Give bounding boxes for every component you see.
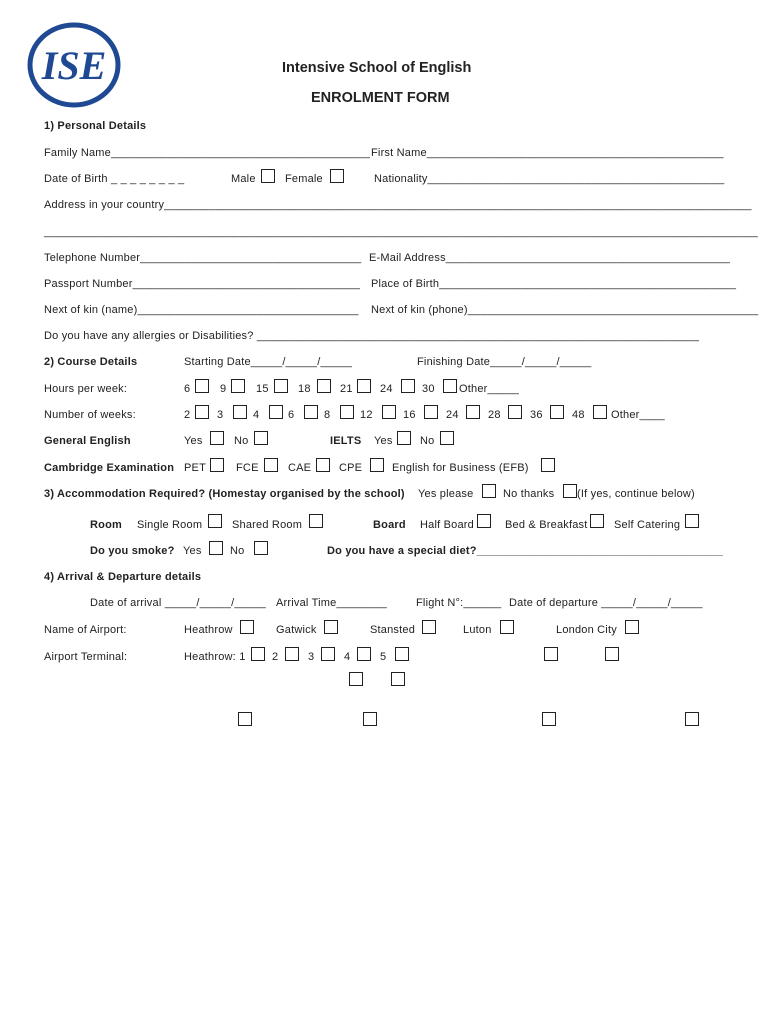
extra-checkbox[interactable] (605, 647, 619, 661)
weeks-option-label: 28 (488, 409, 501, 421)
special-diet-field[interactable]: Do you have a special diet?_______________________________________ (327, 545, 724, 557)
school-title: Intensive School of English (282, 60, 472, 76)
accommodation-yes-checkbox[interactable] (482, 484, 496, 498)
heathrow-label: Heathrow (184, 624, 233, 636)
hours-option-label: 21 (340, 383, 353, 395)
fce-label: FCE (236, 462, 259, 474)
kin-name-field[interactable]: Next of kin (name)___________________________________ (44, 304, 359, 316)
hours-option-label: 9 (220, 383, 227, 395)
weeks-option-label: 16 (403, 409, 416, 421)
gatwick-checkbox[interactable] (324, 620, 338, 634)
flight-number-field[interactable]: Flight N°:______ (416, 597, 502, 609)
ielts-label: IELTS (330, 435, 362, 447)
single-room-checkbox[interactable] (208, 514, 222, 528)
self-catering-checkbox[interactable] (685, 514, 699, 528)
general-no-checkbox[interactable] (254, 431, 268, 445)
cpe-checkbox[interactable] (370, 458, 384, 472)
general-yes-label: Yes (184, 435, 203, 447)
weeks-option-label: 24 (446, 409, 459, 421)
london-city-checkbox[interactable] (625, 620, 639, 634)
weeks-option-label: 6 (288, 409, 295, 421)
smoke-label: Do you smoke? (90, 545, 175, 557)
starting-date-field[interactable]: Starting Date_____/_____/_____ (184, 356, 353, 368)
single-room-label: Single Room (137, 519, 203, 531)
departure-date-field[interactable]: Date of departure _____/_____/_____ (509, 597, 703, 609)
smoke-yes-label: Yes (183, 545, 202, 557)
hours-option-label: 15 (256, 383, 269, 395)
hours-checkbox[interactable] (317, 379, 331, 393)
bnb-label: Bed & Breakfast (505, 519, 588, 531)
bnb-checkbox[interactable] (590, 514, 604, 528)
weeks-option-label: 8 (324, 409, 331, 421)
self-catering-label: Self Catering (614, 519, 681, 531)
extra-checkbox[interactable] (349, 672, 363, 686)
hours-checkbox[interactable] (195, 379, 209, 393)
london-city-label: London City (556, 624, 617, 636)
weeks-checkbox[interactable] (593, 405, 607, 419)
female-label: Female (285, 173, 323, 185)
room-label: Room (90, 519, 122, 531)
hours-option-label: 18 (298, 383, 311, 395)
arrival-time-field[interactable]: Arrival Time________ (276, 597, 388, 609)
ielts-no-checkbox[interactable] (440, 431, 454, 445)
terminal-option-label: 5 (380, 651, 387, 663)
nationality-field[interactable]: Nationality_______________________________________________ (374, 173, 725, 185)
gatwick-label: Gatwick (276, 624, 317, 636)
stansted-checkbox[interactable] (422, 620, 436, 634)
extra-checkbox[interactable] (238, 712, 252, 726)
efb-checkbox[interactable] (541, 458, 555, 472)
section-accommodation-heading: 3) Accommodation Required? (Homestay organised by the school) (44, 488, 405, 500)
pet-checkbox[interactable] (210, 458, 224, 472)
luton-label: Luton (463, 624, 492, 636)
fce-checkbox[interactable] (264, 458, 278, 472)
dob-field[interactable]: Date of Birth _ _ _ _ _ _ _ _ (44, 173, 185, 185)
weeks-option-label: 3 (217, 409, 224, 421)
shared-room-checkbox[interactable] (309, 514, 323, 528)
weeks-option-label: 4 (253, 409, 260, 421)
cpe-label: CPE (339, 462, 363, 474)
ise-logo (27, 22, 121, 108)
female-checkbox[interactable] (330, 169, 344, 183)
hours-option-label: 24 (380, 383, 393, 395)
airport-label: Name of Airport: (44, 624, 127, 636)
extra-checkbox[interactable] (685, 712, 699, 726)
extra-checkbox[interactable] (363, 712, 377, 726)
half-board-label: Half Board (420, 519, 474, 531)
half-board-checkbox[interactable] (477, 514, 491, 528)
terminal-option-label: 3 (308, 651, 315, 663)
terminal-4-checkbox[interactable] (357, 647, 371, 661)
terminal-option-label: 4 (344, 651, 351, 663)
weeks-checkbox[interactable] (269, 405, 283, 419)
hours-option-label: 30 (422, 383, 435, 395)
hours-label: Hours per week: (44, 383, 128, 395)
finishing-date-field[interactable]: Finishing Date_____/_____/_____ (417, 356, 592, 368)
family-name-field[interactable]: Family Name_________________________________________ (44, 147, 371, 159)
hours-checkbox[interactable] (443, 379, 457, 393)
smoke-no-checkbox[interactable] (254, 541, 268, 555)
pet-label: PET (184, 462, 206, 474)
section-arrival-heading: 4) Arrival & Departure details (44, 571, 202, 583)
terminal-label: Airport Terminal: (44, 651, 128, 663)
board-label: Board (373, 519, 406, 531)
terminal-5-checkbox[interactable] (395, 647, 409, 661)
weeks-option-label: 48 (572, 409, 585, 421)
hours-checkbox[interactable] (231, 379, 245, 393)
logo-text: ISE (41, 43, 107, 88)
weeks-option-label: 2 (184, 409, 191, 421)
weeks-label: Number of weeks: (44, 409, 136, 421)
shared-room-label: Shared Room (232, 519, 303, 531)
accommodation-no-checkbox[interactable] (563, 484, 577, 498)
hours-checkbox[interactable] (401, 379, 415, 393)
weeks-checkbox[interactable] (550, 405, 564, 419)
luton-checkbox[interactable] (500, 620, 514, 634)
arrival-date-field[interactable]: Date of arrival _____/_____/_____ (90, 597, 267, 609)
general-yes-checkbox[interactable] (210, 431, 224, 445)
weeks-checkbox[interactable] (233, 405, 247, 419)
male-checkbox[interactable] (261, 169, 275, 183)
ielts-yes-label: Yes (374, 435, 393, 447)
weeks-other-field[interactable]: Other____ (611, 409, 665, 421)
hours-checkbox[interactable] (357, 379, 371, 393)
accommodation-note: (If yes, continue below) (577, 488, 695, 500)
weeks-checkbox[interactable] (382, 405, 396, 419)
extra-checkbox[interactable] (391, 672, 405, 686)
address-field-line2[interactable]: _________________________________________________________________________________________________________________ (44, 226, 758, 238)
male-label: Male (231, 173, 256, 185)
allergies-field[interactable]: Do you have any allergies or Disabilities? ______________________________________________________________________ (44, 330, 700, 342)
first-name-field[interactable]: First Name_______________________________________________ (371, 147, 724, 159)
section-course-heading: 2) Course Details (44, 356, 138, 368)
weeks-checkbox[interactable] (508, 405, 522, 419)
hours-other-field[interactable]: Other_____ (459, 383, 520, 395)
terminal-heathrow-label: Heathrow: 1 (184, 651, 246, 663)
terminal-2-checkbox[interactable] (285, 647, 299, 661)
extra-checkbox[interactable] (542, 712, 556, 726)
stansted-label: Stansted (370, 624, 416, 636)
weeks-checkbox[interactable] (424, 405, 438, 419)
passport-field[interactable]: Passport Number____________________________________ (44, 278, 361, 290)
efb-label: English for Business (EFB) (392, 462, 529, 474)
accommodation-yes-label: Yes please (418, 488, 474, 500)
place-of-birth-field[interactable]: Place of Birth_______________________________________________ (371, 278, 737, 290)
email-field[interactable]: E-Mail Address_____________________________________________ (369, 252, 731, 264)
hours-option-label: 6 (184, 383, 191, 395)
weeks-checkbox[interactable] (466, 405, 480, 419)
weeks-checkbox[interactable] (304, 405, 318, 419)
terminal-1-checkbox[interactable] (251, 647, 265, 661)
smoke-no-label: No (230, 545, 245, 557)
weeks-option-label: 12 (360, 409, 373, 421)
weeks-checkbox[interactable] (195, 405, 209, 419)
accommodation-no-label: No thanks (503, 488, 555, 500)
extra-checkbox[interactable] (544, 647, 558, 661)
cae-label: CAE (288, 462, 312, 474)
weeks-option-label: 36 (530, 409, 543, 421)
ielts-no-label: No (420, 435, 435, 447)
general-english-label: General English (44, 435, 131, 447)
section-personal-heading: 1) Personal Details (44, 120, 147, 132)
cae-checkbox[interactable] (316, 458, 330, 472)
heathrow-checkbox[interactable] (240, 620, 254, 634)
ielts-yes-checkbox[interactable] (397, 431, 411, 445)
weeks-checkbox[interactable] (340, 405, 354, 419)
general-no-label: No (234, 435, 249, 447)
form-title: ENROLMENT FORM (311, 90, 450, 106)
hours-checkbox[interactable] (274, 379, 288, 393)
telephone-field[interactable]: Telephone Number___________________________________ (44, 252, 362, 264)
smoke-yes-checkbox[interactable] (209, 541, 223, 555)
terminal-option-label: 2 (272, 651, 279, 663)
terminal-3-checkbox[interactable] (321, 647, 335, 661)
address-field[interactable]: Address in your country_____________________________________________________________________________________________ (44, 199, 752, 211)
cambridge-label: Cambridge Examination (44, 462, 175, 474)
kin-phone-field[interactable]: Next of kin (phone)______________________________________________ (371, 304, 759, 316)
